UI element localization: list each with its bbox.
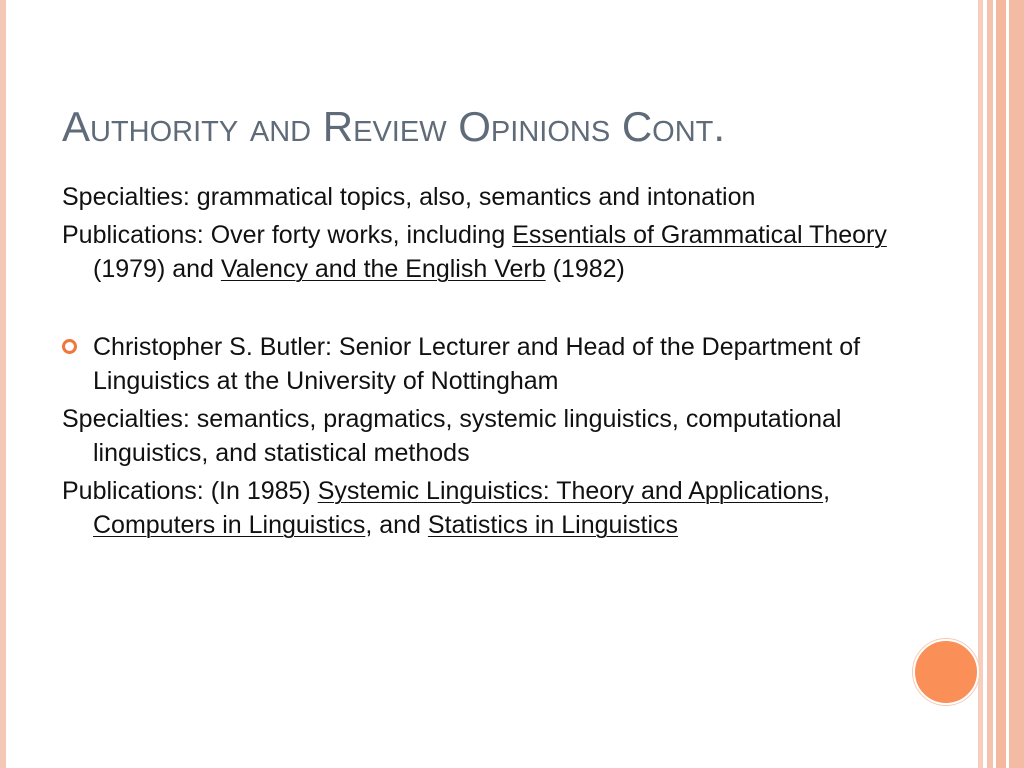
text-segment: Publications: (In 1985): [62, 477, 318, 505]
text-segment: (1979) and: [93, 255, 221, 283]
text-segment: Specialties: grammatical topics, also, semantics and intonation: [62, 183, 756, 211]
specialties-paragraph-1: [62, 180, 892, 214]
slide-title: Authority and Review Opinions Cont.: [62, 103, 726, 150]
slide-body: [62, 180, 892, 546]
text-segment: (1982): [545, 255, 625, 283]
hollow-circle-bullet-icon: [62, 339, 77, 354]
specialties-paragraph-2: [62, 402, 892, 470]
right-frame-stripe: [1009, 0, 1024, 768]
text-segment: Publications: Over forty works, including: [62, 221, 513, 249]
orange-circle-decoration: [913, 639, 979, 705]
book-title-link[interactable]: Systemic Linguistics: Theory and Applications: [317, 477, 824, 505]
book-title-link[interactable]: Statistics in Linguistics: [427, 511, 679, 539]
book-title-link[interactable]: Valency and the English Verb: [220, 255, 546, 283]
butler-bullet-item: [62, 330, 892, 398]
paragraph-spacer: [62, 290, 892, 330]
text-segment: Specialties: semantics, pragmatics, systemic linguistics, computational linguistics, and statistical methods: [62, 405, 842, 467]
text-segment: , and: [365, 511, 428, 539]
book-title-link[interactable]: Essentials of Grammatical Theory: [512, 221, 887, 249]
text-segment: ,: [823, 477, 831, 505]
right-frame-stripe: [996, 0, 1006, 768]
text-segment: Christopher S. Butler: Senior Lecturer and Head of the Department of Linguistics at the University of Nottingham: [93, 333, 861, 395]
publications-paragraph-1: [62, 218, 892, 286]
book-title-link[interactable]: Computers in Linguistics: [93, 511, 366, 539]
publications-paragraph-2: [62, 474, 892, 542]
left-frame-stripe: [0, 0, 6, 768]
